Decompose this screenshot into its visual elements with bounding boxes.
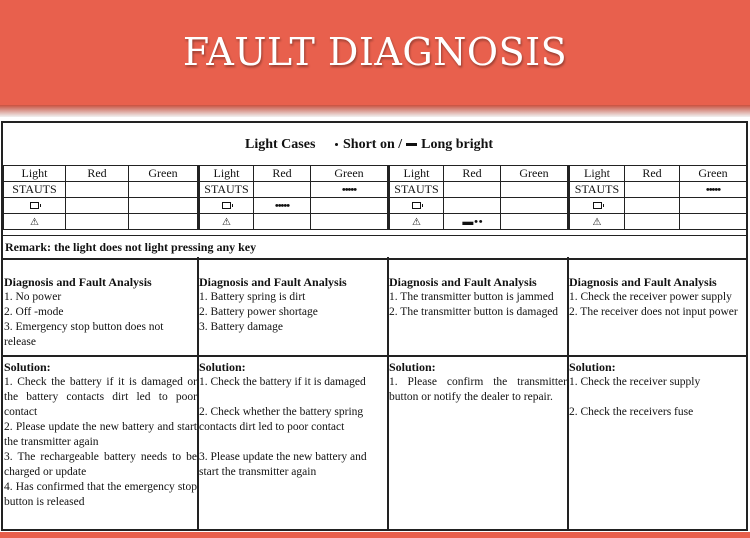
battery-icon xyxy=(412,202,421,209)
solution-block: Solution: 1. Check the battery if it is damaged or the battery contacts dirt led to poor contact 2. Please update the new battery and start the transmitter again 3. The rechargeable battery needs to be charged or update 4. Has confirmed that the emergency stop button is released xyxy=(4,360,197,508)
warning-row: ⚠ ⚠ ⚠ ▬ • • ⚠ xyxy=(4,214,747,230)
diagnosis-block: Diagnosis and Fault Analysis 1. Battery spring is dirt 2. Battery power shortage 3. Battery damage xyxy=(199,275,347,333)
header-row: Light Red Green Light Red Green Light Red Green Light Red Green xyxy=(4,166,747,182)
diagnosis-block: Diagnosis and Fault Analysis 1. The transmitter button is jammed 2. The transmitter button is damaged xyxy=(389,275,559,318)
dot-icon xyxy=(335,143,338,146)
light-status-grid xyxy=(3,165,747,230)
solution-block: Solution: 1. Check the battery if it is damaged 2. Check whether the battery spring contacts dirt led to poor contact 3. Please update the new battery and start the transmitter again xyxy=(199,360,367,478)
warning-icon: ⚠ xyxy=(222,217,231,228)
battery-icon xyxy=(30,202,39,209)
warning-icon: ⚠ xyxy=(30,217,39,228)
warning-icon: ⚠ xyxy=(412,217,421,228)
legend-text: Short on / Long bright xyxy=(335,137,493,153)
solution-block: Solution: 1. Please confirm the transmitter button or notify the dealer to repair. xyxy=(389,360,567,403)
title-banner xyxy=(0,0,750,115)
legend-header xyxy=(3,123,746,166)
solution-block: Solution: 1. Check the receiver supply 2. Check the receivers fuse xyxy=(569,360,701,418)
battery-icon xyxy=(593,202,602,209)
dash-icon xyxy=(406,143,417,146)
status-row: STAUTS STAUTS ••••• STAUTS STAUTS ••••• xyxy=(4,182,747,198)
battery-icon xyxy=(222,202,231,209)
remark: Remark: the light does not light pressing any key xyxy=(3,235,746,260)
diagnosis-block: Diagnosis and Fault Analysis 1. Check the receiver power supply 2. The receiver does not input power xyxy=(569,275,738,318)
diagnosis-block: Diagnosis and Fault Analysis 1. No power 2. Off -mode 3. Emergency stop button does not release xyxy=(4,275,164,348)
page-title: FAULT DIAGNOSIS xyxy=(182,30,568,74)
fault-table xyxy=(1,121,748,531)
warning-icon: ⚠ xyxy=(592,217,602,228)
battery-row: ••••• xyxy=(4,198,747,214)
light-cases-label: Light Cases xyxy=(245,137,316,152)
bottom-bar xyxy=(0,532,750,538)
